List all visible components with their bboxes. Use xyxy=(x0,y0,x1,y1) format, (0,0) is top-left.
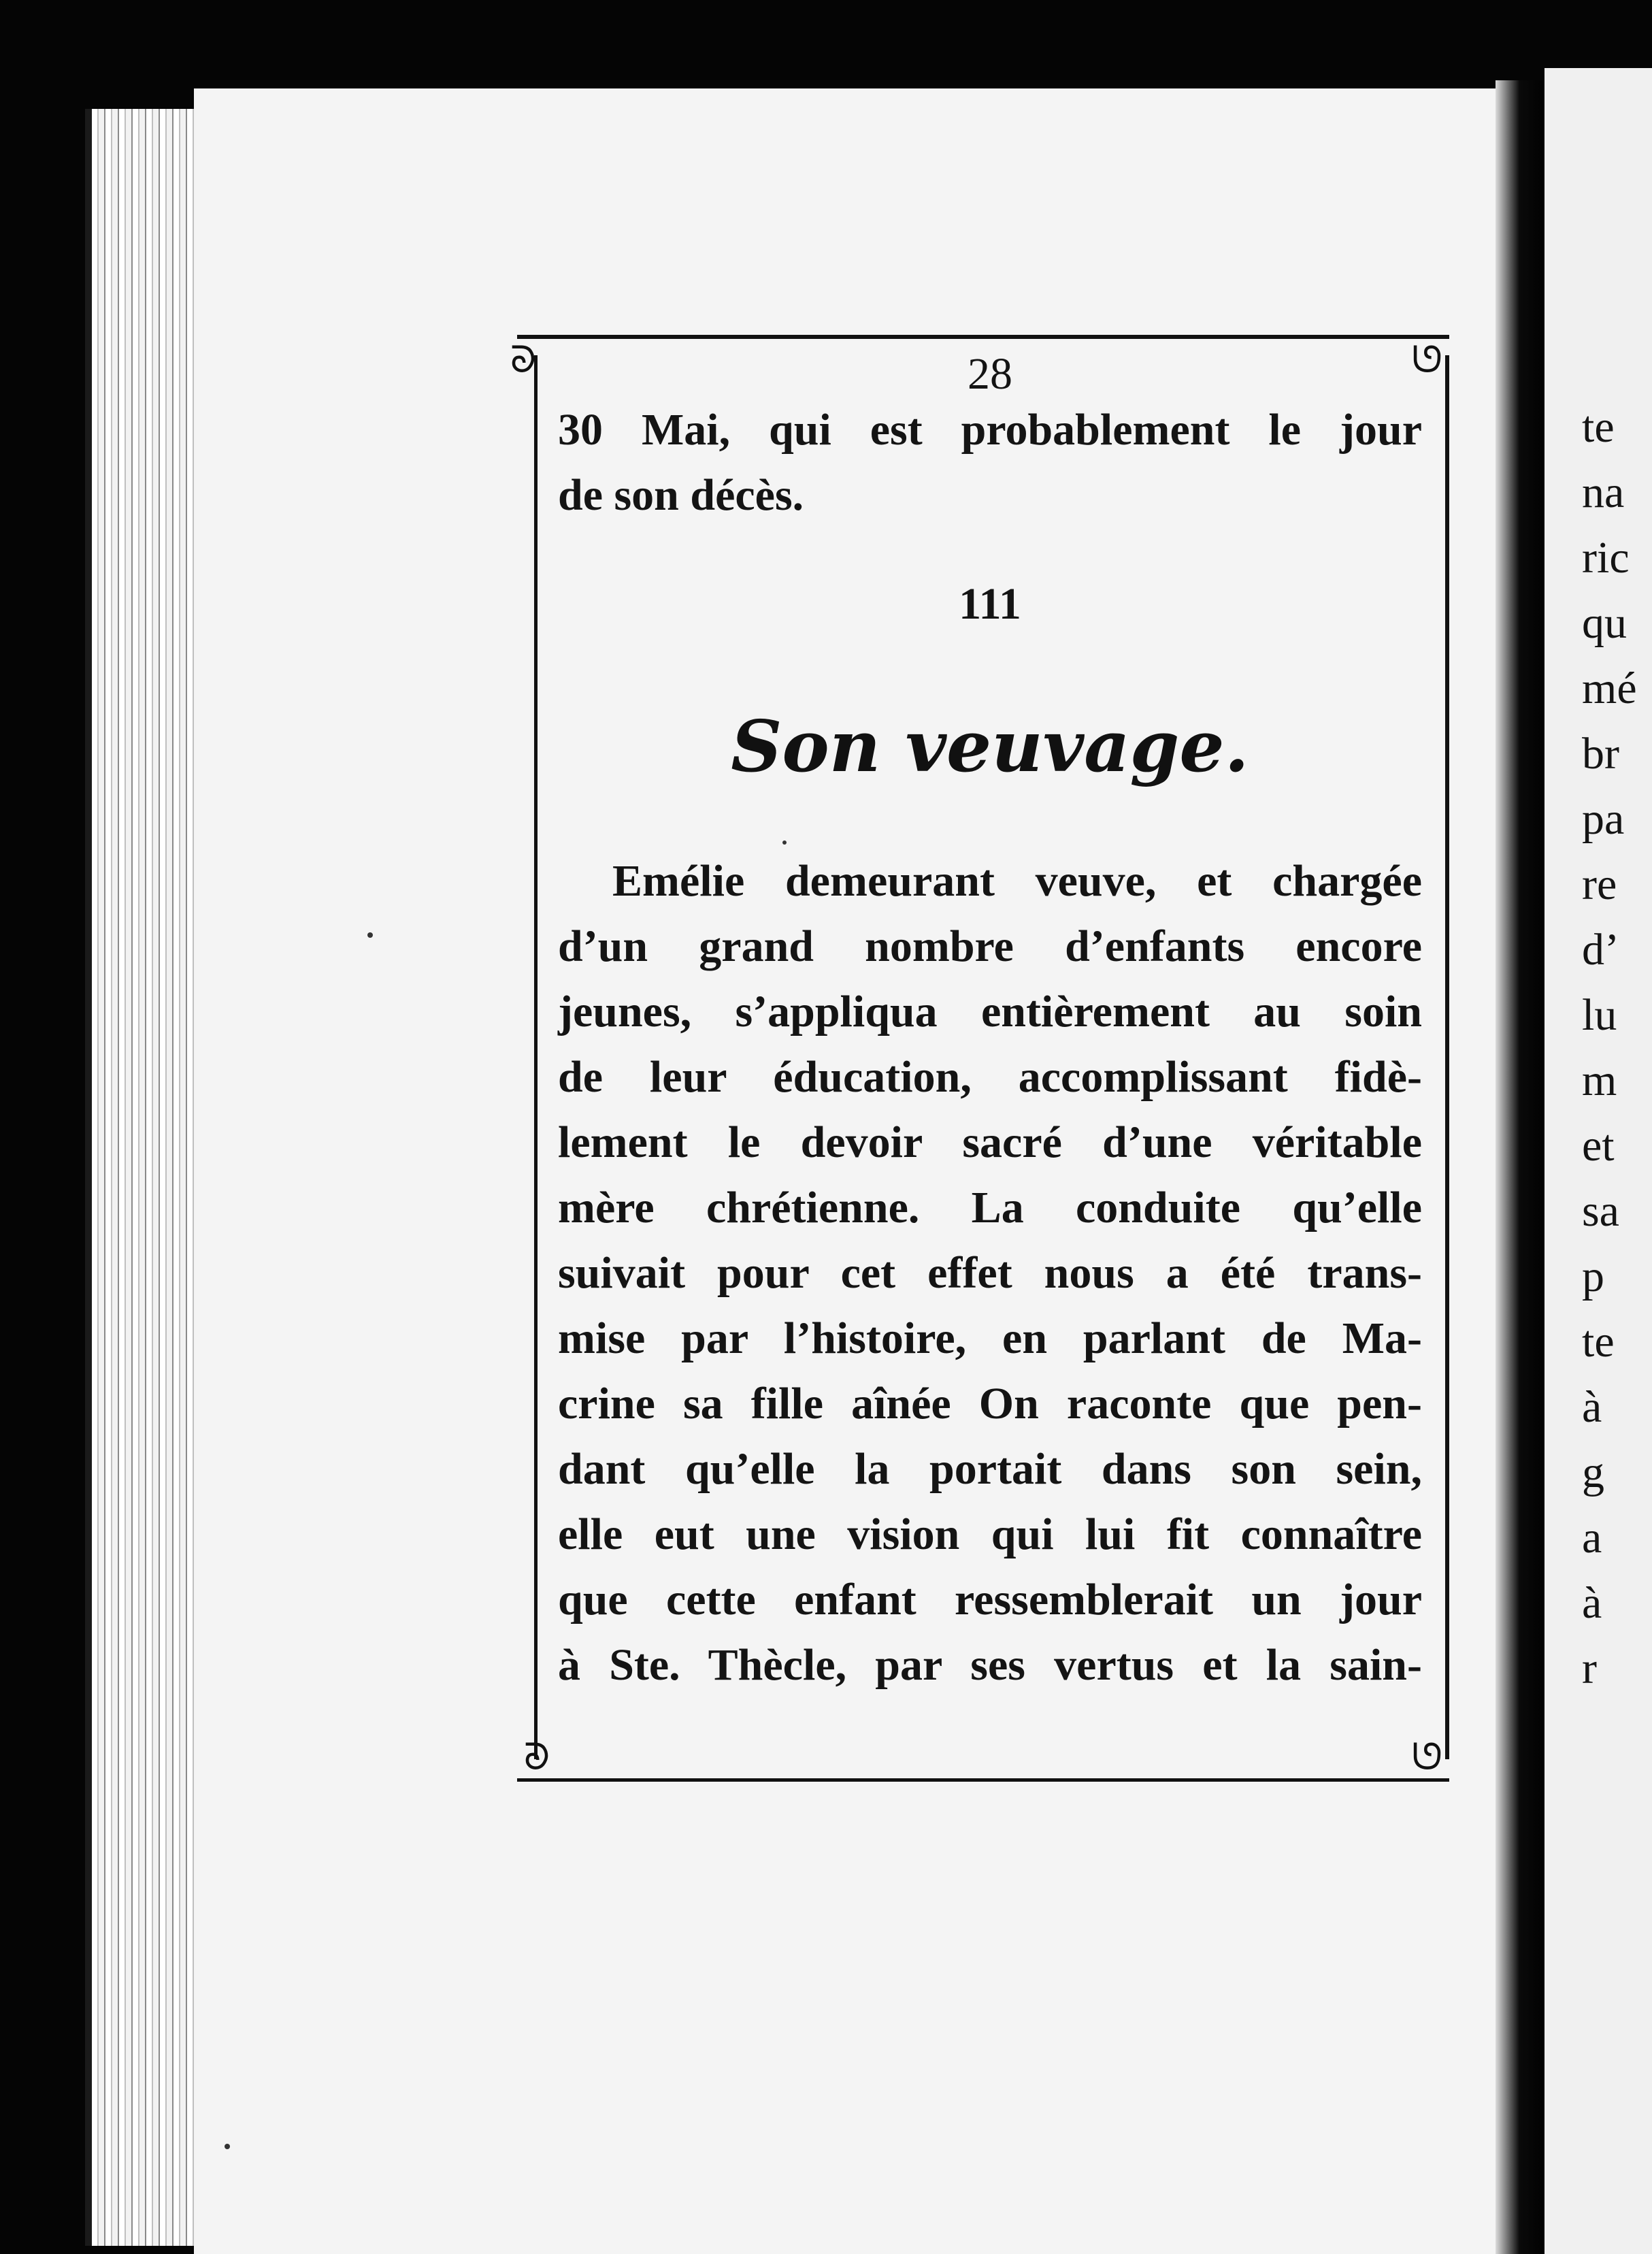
right-page-fragment: te xyxy=(1582,1317,1615,1367)
body-line: dant qu’elle la portait dans son sein, xyxy=(558,1444,1422,1494)
right-page-fragment: d’ xyxy=(1582,925,1619,975)
body-line: à Ste. Thècle, par ses vertus et la sain- xyxy=(558,1640,1422,1690)
book-gutter xyxy=(1496,80,1549,2254)
right-page-fragment: te xyxy=(1582,402,1615,452)
body-line: mère chrétienne. La conduite qu’elle xyxy=(558,1183,1422,1232)
corner-ornament-bottom-left: ᘐ xyxy=(524,1735,550,1778)
right-page-fragment: p xyxy=(1582,1252,1604,1301)
page-edge xyxy=(85,109,201,2246)
right-page-fragment: re xyxy=(1582,860,1617,909)
section-number: 111 xyxy=(959,579,1021,629)
paper-speck xyxy=(225,2144,230,2149)
body-line: Emélie demeurant veuve, et chargée xyxy=(612,856,1422,906)
section-title: Son veuvage. xyxy=(731,704,1249,788)
right-page-fragment: et xyxy=(1582,1121,1615,1171)
body-line: jeunes, s’appliqua entièrement au soin xyxy=(558,987,1422,1036)
corner-ornament-bottom-right: ᘎ xyxy=(1412,1735,1442,1778)
page-number: 28 xyxy=(968,349,1012,399)
right-page-fragment: m xyxy=(1582,1056,1617,1105)
body-line: elle eut une vision qui lui fit connaître xyxy=(558,1509,1422,1559)
right-page-fragment: lu xyxy=(1582,990,1617,1040)
body-line: crine sa fille aînée On raconte que pen- xyxy=(558,1379,1422,1428)
right-page-fragment: qu xyxy=(1582,598,1627,648)
corner-ornament-top-left: ᘐ xyxy=(510,338,537,381)
body-line: suivait pour cet effet nous a été trans- xyxy=(558,1248,1422,1298)
right-page-fragment: br xyxy=(1582,729,1619,779)
body-line: mise par l’histoire, en parlant de Ma- xyxy=(558,1313,1422,1363)
right-page-fragment: ric xyxy=(1582,533,1630,583)
paper-speck xyxy=(782,840,787,845)
paper-speck xyxy=(367,932,373,938)
body-text xyxy=(558,854,1422,1698)
opening-line-1: 30 Mai, qui est probablement le jour xyxy=(558,405,1422,455)
right-page-fragment: mé xyxy=(1582,664,1637,713)
corner-ornament-top-right: ᘎ xyxy=(1412,338,1442,381)
right-page-fragment: g xyxy=(1582,1448,1604,1497)
right-page-fragment: na xyxy=(1582,468,1625,517)
right-page-fragment: pa xyxy=(1582,794,1625,844)
opening-line-2: de son décès. xyxy=(558,470,804,520)
body-line: lement le devoir sacré d’une véritable xyxy=(558,1117,1422,1167)
right-page-fragment: à xyxy=(1582,1382,1602,1432)
right-page-fragment: à xyxy=(1582,1578,1602,1628)
right-page-fragment: r xyxy=(1582,1644,1597,1693)
right-page-fragment: sa xyxy=(1582,1186,1619,1236)
right-page xyxy=(1544,68,1652,2254)
body-line: d’un grand nombre d’enfants encore xyxy=(558,921,1422,971)
right-page-fragment: a xyxy=(1582,1513,1602,1563)
body-line: de leur éducation, accomplissant fidè- xyxy=(558,1052,1422,1102)
body-line: que cette enfant ressemblerait un jour xyxy=(558,1575,1422,1624)
